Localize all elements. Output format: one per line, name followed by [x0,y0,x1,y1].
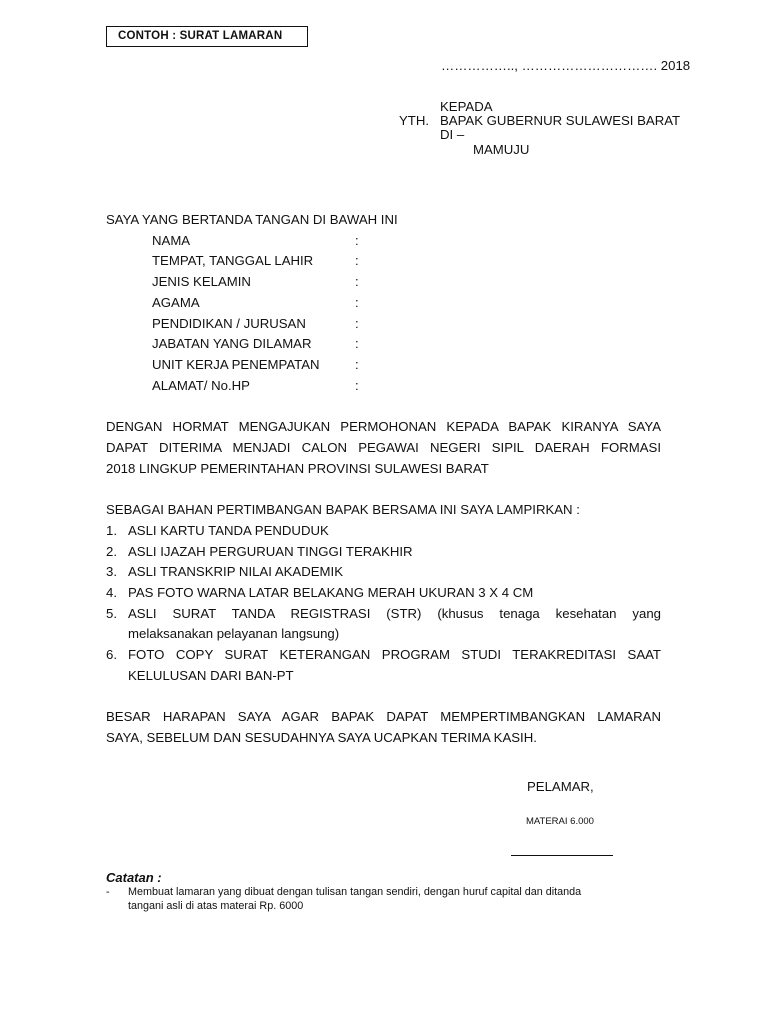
recipient-kepada: KEPADA [440,99,493,114]
document-title-box: CONTOH : SURAT LAMARAN [106,26,308,47]
intro-text: SAYA YANG BERTANDA TANGAN DI BAWAH INI [106,212,398,227]
closing-paragraph-line: BESAR HARAPAN SAYA AGAR BAPAK DAPAT MEMPERTIMBANGKAN LAMARAN [106,709,661,724]
field-colon: : [355,233,359,248]
list-item: PAS FOTO WARNA LATAR BELAKANG MERAH UKURAN 3 X 4 CM [128,585,534,600]
recipient-yth: YTH. [399,113,430,128]
note-line: Membuat lamaran yang dibuat dengan tulisan tangan sendiri, dengan huruf capital dan ditanda [128,886,582,898]
list-item-number: 1. [106,523,117,538]
list-item: ASLI TRANSKRIP NILAI AKADEMIK [128,564,343,579]
list-item-number: 4. [106,585,117,600]
list-item-number: 5. [106,606,117,621]
field-colon: : [355,253,359,268]
request-paragraph-line: 2018 LINGKUP PEMERINTAHAN PROVINSI SULAWESI BARAT [106,461,489,476]
list-item: FOTO COPY SURAT KETERANGAN PROGRAM STUDI TERAKREDITASI SAAT [128,647,661,662]
note-line: tangani asli di atas materai Rp. 6000 [128,900,304,912]
field-label-jenis-kelamin: JENIS KELAMIN [152,274,251,289]
list-item: ASLI SURAT TANDA REGISTRASI (STR) (khusus tenaga kesehatan yang [128,606,661,621]
recipient-city: MAMUJU [473,142,530,157]
field-colon: : [355,378,359,393]
stamp-label: MATERAI 6.000 [526,816,594,827]
field-label-agama: AGAMA [152,295,200,310]
list-item-number: 6. [106,647,117,662]
field-label-ttl: TEMPAT, TANGGAL LAHIR [152,253,314,268]
request-paragraph-line: DAPAT DITERIMA MENJADI CALON PEGAWAI NEGERI SIPIL DAERAH FORMASI [106,440,661,455]
signature-label: PELAMAR, [527,779,594,794]
field-label-jabatan: JABATAN YANG DILAMAR [152,336,312,351]
list-item: ASLI IJAZAH PERGURUAN TINGGI TERAKHIR [128,544,413,559]
field-colon: : [355,316,359,331]
recipient-name: BAPAK GUBERNUR SULAWESI BARAT [440,113,681,128]
note-dash: - [106,886,110,898]
list-item-continuation: KELULUSAN DARI BAN-PT [128,668,294,683]
note-title: Catatan : [106,870,162,885]
field-label-alamat: ALAMAT/ No.HP [152,378,250,393]
list-item-number: 2. [106,544,117,559]
request-paragraph-line: DENGAN HORMAT MENGAJUKAN PERMOHONAN KEPADA BAPAK KIRANYA SAYA [106,419,661,434]
signature-line [511,855,613,856]
field-colon: : [355,295,359,310]
field-label-pendidikan: PENDIDIKAN / JURUSAN [152,316,306,331]
field-label-nama: NAMA [152,233,191,248]
field-label-unit-kerja: UNIT KERJA PENEMPATAN [152,357,320,372]
field-colon: : [355,274,359,289]
attachments-intro: SEBAGAI BAHAN PERTIMBANGAN BAPAK BERSAMA INI SAYA LAMPIRKAN : [106,502,580,517]
list-item-number: 3. [106,564,117,579]
closing-paragraph-line: SAYA, SEBELUM DAN SESUDAHNYA SAYA UCAPKAN TERIMA KASIH. [106,730,537,745]
date-line: …………….., …………………………. 2018 [441,58,691,73]
field-colon: : [355,336,359,351]
field-colon: : [355,357,359,372]
list-item: ASLI KARTU TANDA PENDUDUK [128,523,329,538]
recipient-di: DI – [440,127,465,142]
list-item-continuation: melaksanakan pelayanan langsung) [128,626,340,641]
